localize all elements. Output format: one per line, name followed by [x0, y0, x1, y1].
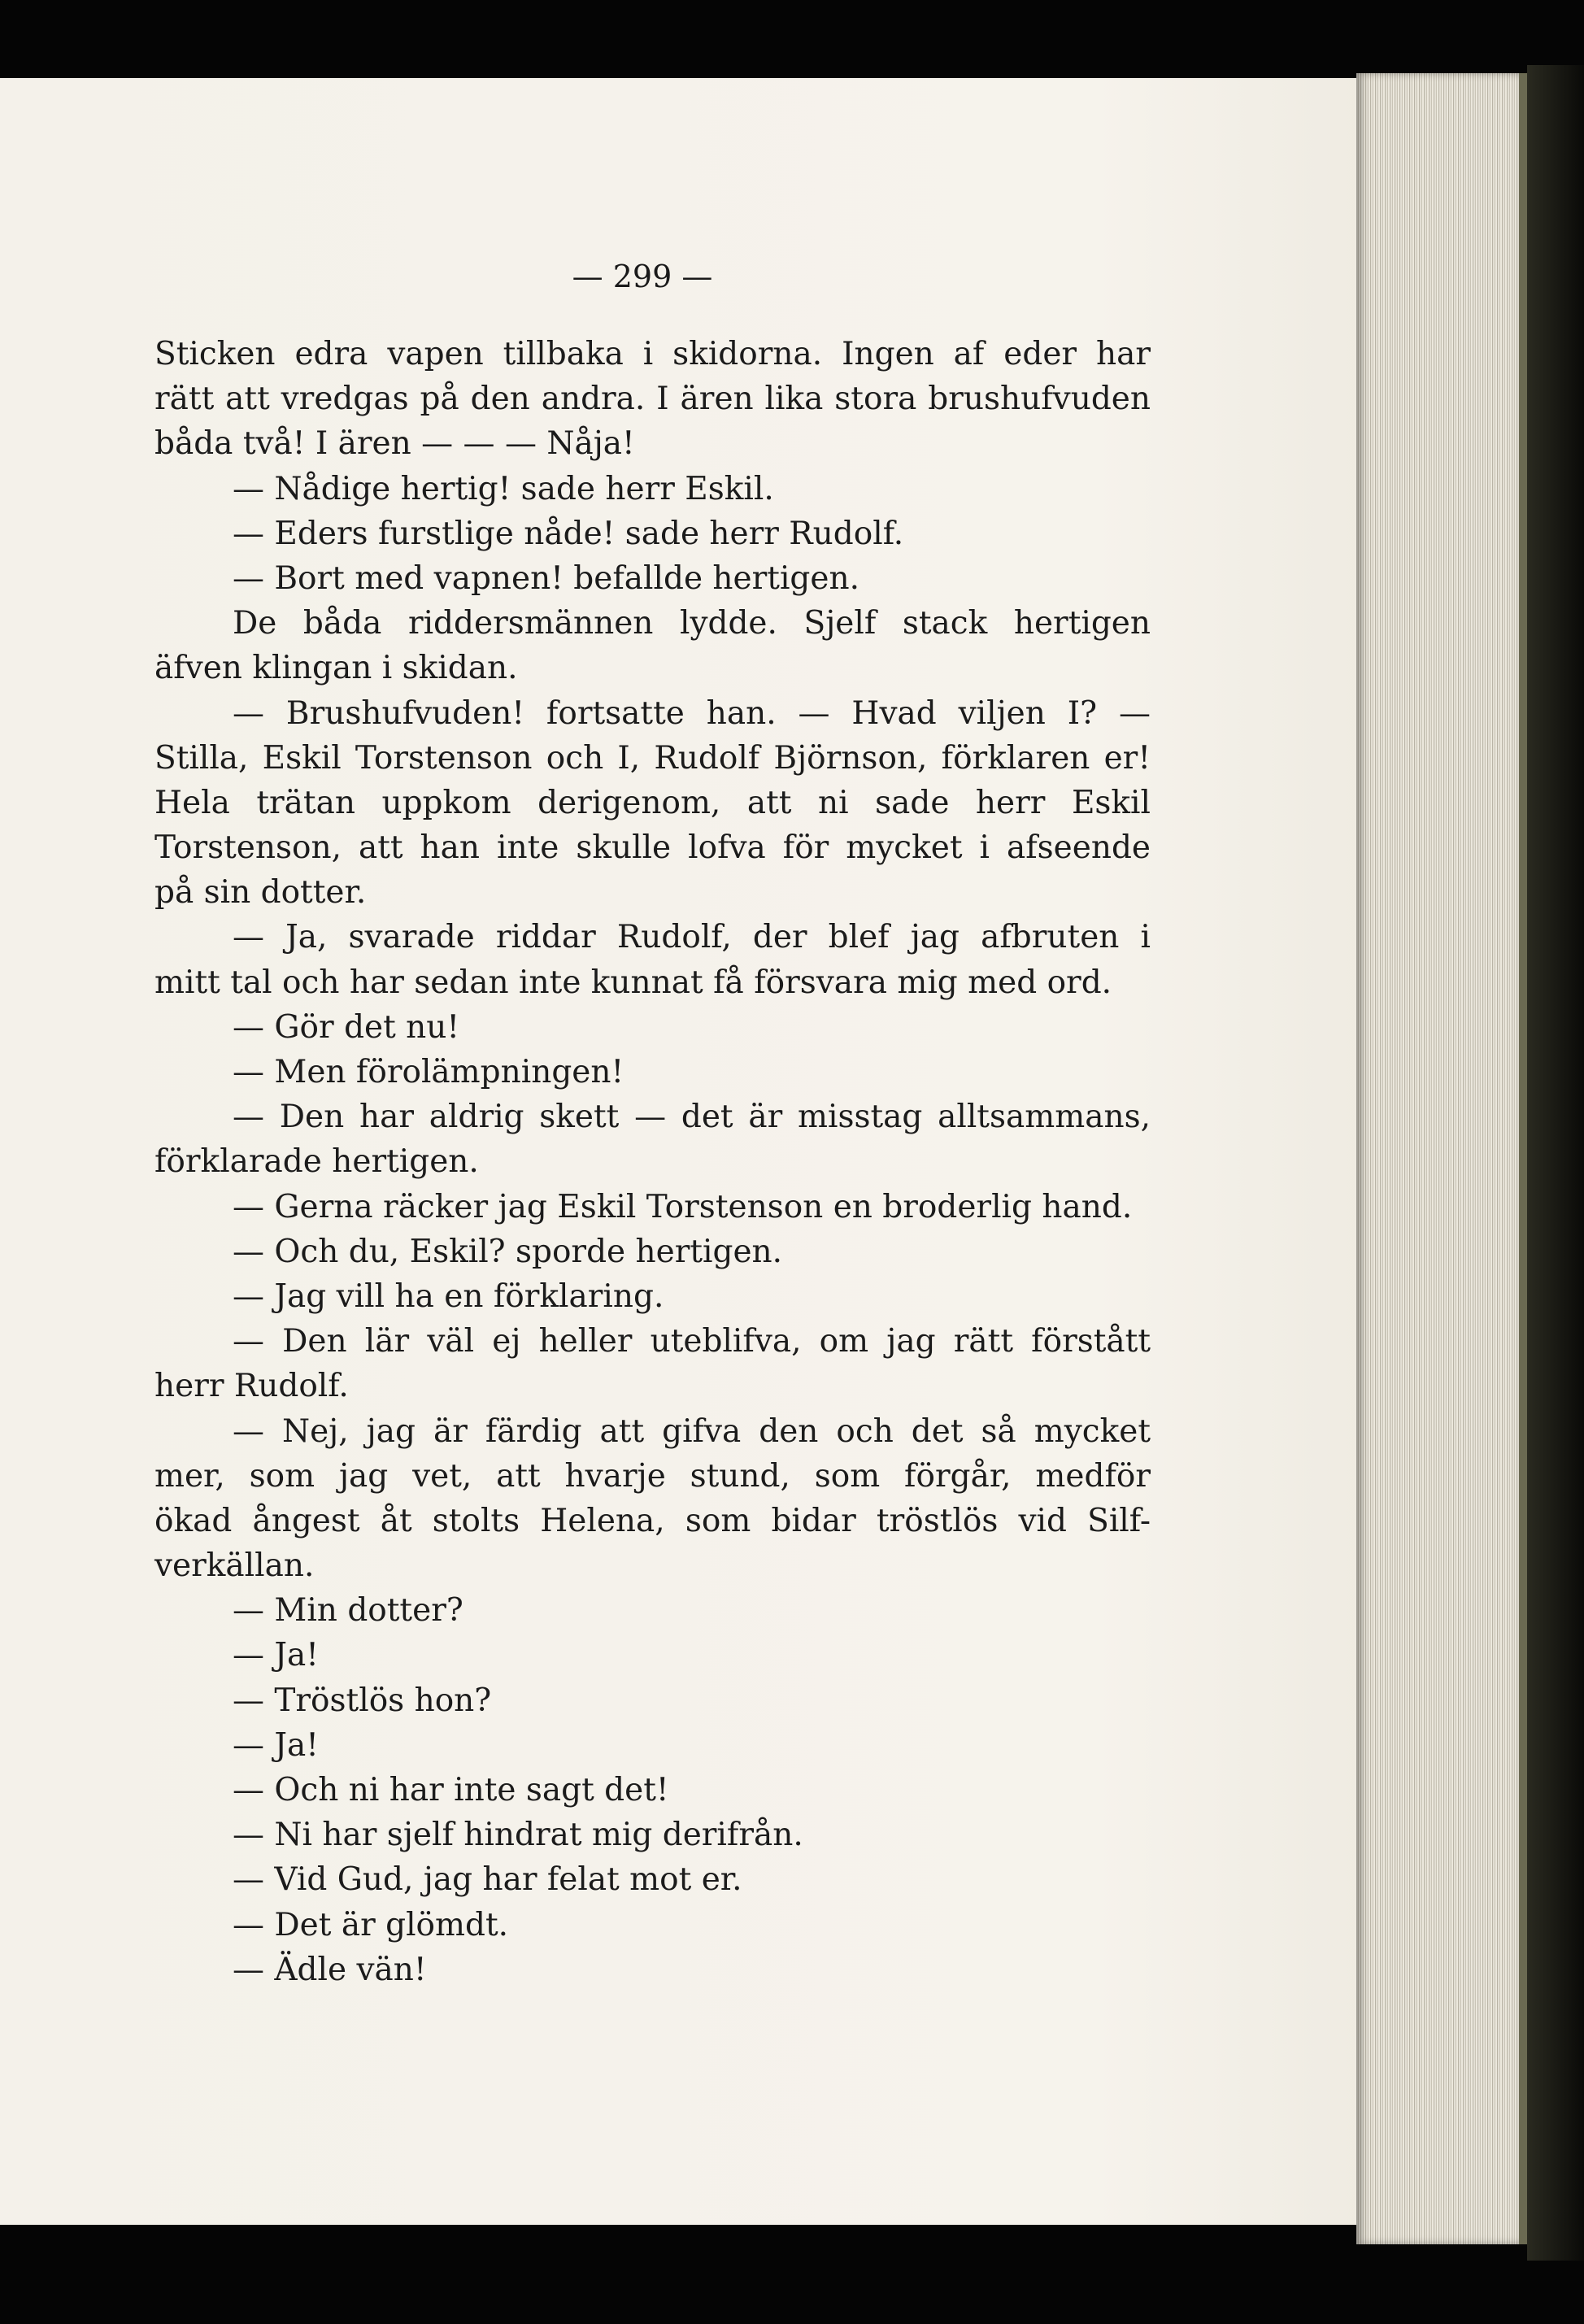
text-line: på sin dotter. — [154, 874, 367, 912]
text-line: — Och du, Eskil? sporde hertigen. — [233, 1233, 783, 1270]
text-line: mer, som jag vet, att hvarje stund, som förgår, medför — [154, 1457, 1151, 1495]
text-line: — Gör det nu! — [233, 1008, 460, 1046]
text-line: båda två! I ären — — — Nåja! — [154, 425, 635, 463]
text-line: — Den har aldrig skett — det är misstag alltsammans, — [233, 1099, 1151, 1136]
text-line: — Eders furstlige nåde! sade herr Rudolf. — [233, 515, 904, 552]
page-edges — [1356, 73, 1527, 2244]
text-line: — Nej, jag är färdig att gifva den och det så mycket — [233, 1412, 1151, 1450]
text-line: verkällan. — [154, 1547, 315, 1585]
text-line: — Den lär väl ej heller uteblifva, om jag rätt förstått — [233, 1323, 1151, 1360]
text-line: Stilla, Eskil Torstenson och I, Rudolf Björnson, förklaren er! — [154, 739, 1151, 777]
text-line: — Tröstlös hon? — [233, 1682, 492, 1719]
book-cover-edge — [1527, 65, 1584, 2261]
text-line: — Men förolämpningen! — [233, 1054, 624, 1090]
text-line: — Jag vill ha en förklaring. — [233, 1277, 664, 1315]
text-line: — Vid Gud, jag har felat mot er. — [233, 1861, 742, 1899]
text-line: — Bort med vapnen! befallde hertigen. — [233, 559, 859, 597]
body-text — [154, 332, 1151, 1992]
text-line: — Och ni har inte sagt det! — [233, 1772, 669, 1808]
text-line: — Det är glömdt. — [233, 1906, 509, 1943]
text-line: Torstenson, att han inte skulle lofva för mycket i afseende — [154, 829, 1151, 867]
text-line: mitt tal och har sedan inte kunnat få försvara mig med ord. — [154, 964, 1112, 1001]
page-number: — 299 — — [572, 259, 713, 294]
text-line: — Ja! — [233, 1637, 319, 1674]
text-line: Sticken edra vapen tillbaka i skidorna. Ingen af eder har — [154, 336, 1151, 372]
text-line: — Nådige hertig! sade herr Eskil. — [233, 470, 774, 507]
text-line: — Ja! — [233, 1726, 319, 1764]
text-line: Hela trätan uppkom derigenom, att ni sade herr Eskil — [154, 784, 1151, 821]
text-line: — Ni har sjelf hindrat mig derifrån. — [233, 1817, 803, 1854]
text-line: — Ädle vän! — [233, 1951, 427, 1988]
text-line: — Gerna räcker jag Eskil Torstenson en broderlig hand. — [233, 1188, 1133, 1225]
text-line: — Ja, svarade riddar Rudolf, der blef jag afbruten i — [233, 919, 1151, 956]
text-line: ökad ångest åt stolts Helena, som bidar tröstlös vid Silf- — [154, 1502, 1151, 1539]
text-line: äfven klingan i skidan. — [154, 650, 518, 687]
text-line: De båda riddersmännen lydde. Sjelf stack hertigen — [233, 605, 1151, 642]
text-line: — Min dotter? — [233, 1592, 463, 1630]
text-line: herr Rudolf. — [154, 1368, 349, 1405]
text-line: förklarade hertigen. — [154, 1143, 479, 1181]
text-line: rätt att vredgas på den andra. I ären lika stora brushufvuden — [154, 381, 1151, 418]
text-line: — Brushufvuden! fortsatte han. — Hvad viljen I? — — [233, 694, 1151, 732]
